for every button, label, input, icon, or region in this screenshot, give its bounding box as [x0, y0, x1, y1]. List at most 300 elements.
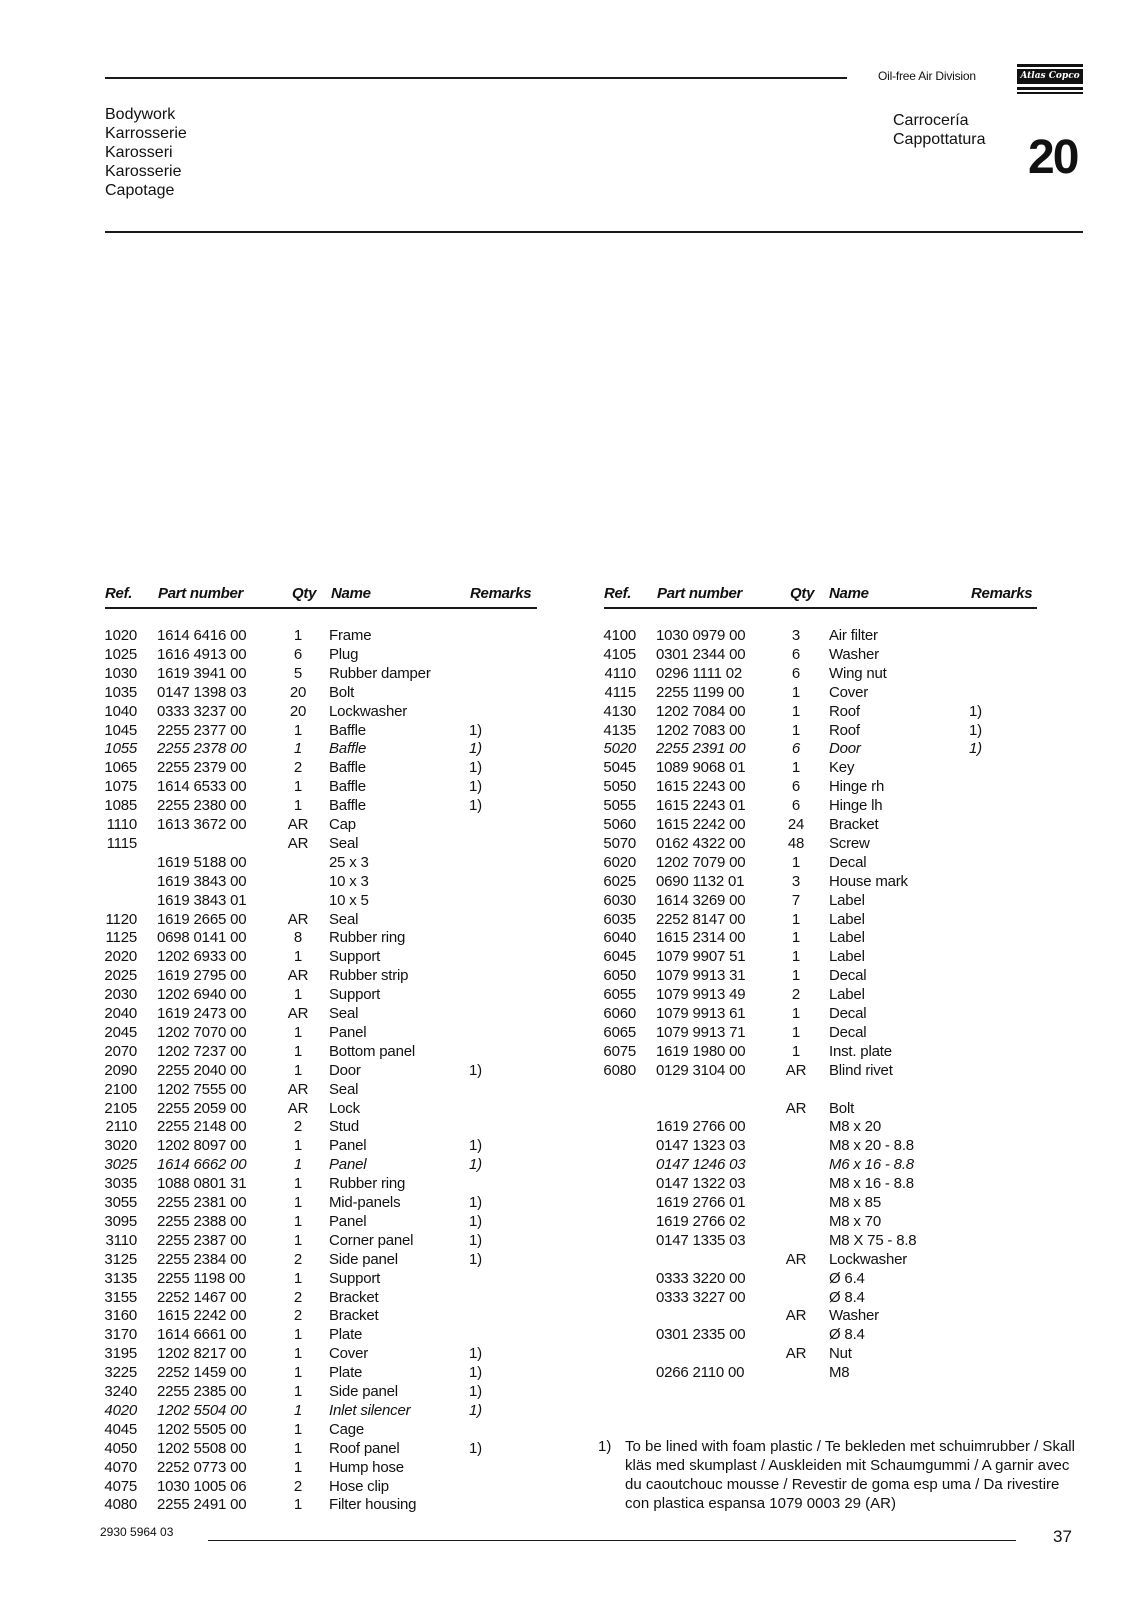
cell-name: Baffle: [329, 740, 367, 758]
cell-name: Side panel: [329, 1250, 398, 1268]
cell-part-number: 1202 7070 00: [157, 1023, 247, 1041]
cell-ref: 6045: [603, 948, 636, 966]
cell-qty: 1: [293, 1364, 303, 1382]
cell-name: Hinge lh: [829, 797, 883, 815]
cell-name: Inlet silencer: [329, 1401, 411, 1419]
col-header-remarks: Remarks: [470, 585, 532, 602]
cell-name: Rubber ring: [329, 929, 406, 947]
cell-ref: 4020: [104, 1401, 137, 1419]
col-header-remarks-right: Remarks: [971, 585, 1033, 602]
cell-part-number: 1615 2314 00: [656, 929, 746, 947]
cell-qty: 6: [791, 740, 801, 758]
cell-part-number: 1079 9913 71: [656, 1023, 746, 1041]
cell-part-number: 2255 2387 00: [157, 1231, 247, 1249]
document-number: 2930 5964 03: [100, 1525, 174, 1539]
cell-part-number: 2255 2381 00: [157, 1194, 247, 1211]
cell-qty: AR: [785, 1061, 807, 1079]
cell-name: Side panel: [329, 1383, 398, 1400]
header-rule-left: [105, 607, 537, 609]
cell-part-number: 2255 1198 00: [157, 1269, 246, 1287]
cell-name: Label: [829, 986, 865, 1004]
cell-part-number: 1079 9913 49: [656, 986, 746, 1004]
title-it: Cappottatura: [893, 131, 986, 148]
cell-ref: 1085: [104, 797, 137, 815]
cell-qty: 1: [293, 948, 303, 966]
cell-part-number: 1614 6416 00: [157, 627, 247, 644]
cell-name: Rubber strip: [329, 967, 409, 985]
cell-qty: 1: [293, 627, 303, 644]
title-sv: Karosseri: [105, 144, 173, 161]
cell-ref: 6025: [603, 872, 636, 890]
cell-ref: 6020: [603, 853, 636, 871]
cell-part-number: 0147 1322 03: [656, 1175, 746, 1193]
cell-qty: AR: [785, 1250, 807, 1268]
cell-qty: 8: [293, 929, 303, 947]
cell-qty: 1: [293, 1383, 303, 1400]
cell-part-number: 1202 5505 00: [157, 1420, 247, 1438]
cell-ref: 1045: [104, 721, 137, 739]
cell-remarks: 1): [469, 1345, 482, 1363]
cell-qty: 20: [289, 702, 307, 720]
cell-ref: 2070: [104, 1042, 137, 1060]
cell-part-number: 1615 2242 00: [157, 1307, 247, 1325]
cell-qty: 2: [293, 1477, 303, 1495]
cell-name: Decal: [829, 967, 867, 985]
cell-ref: 5060: [603, 816, 636, 833]
cell-name: M8 x 20: [829, 1118, 881, 1136]
cell-qty: 1: [791, 759, 801, 777]
cell-remarks: 1): [969, 702, 982, 720]
cell-ref: 2110: [105, 1118, 137, 1136]
cell-name: Corner panel: [329, 1231, 414, 1249]
cell-name: Bolt: [329, 683, 355, 701]
cell-remarks: 1): [469, 1364, 482, 1382]
cell-name: Plug: [329, 645, 359, 663]
cell-name: Baffle: [329, 759, 366, 777]
cell-qty: 1: [791, 948, 801, 966]
cell-part-number: 1619 5188 00: [157, 853, 247, 871]
col-header-part-number: Part number: [158, 585, 244, 602]
cell-qty: AR: [785, 1307, 807, 1325]
cell-name: M8 x 16 - 8.8: [829, 1175, 914, 1193]
cell-part-number: 0147 1335 03: [656, 1231, 746, 1249]
cell-remarks: 1): [969, 740, 982, 758]
cell-name: Frame: [329, 627, 372, 644]
cell-remarks: 1): [469, 721, 482, 739]
cell-name: Hump hose: [329, 1458, 404, 1476]
cell-part-number: 0690 1132 01: [656, 872, 745, 890]
cell-name: Cover: [829, 683, 869, 701]
cell-qty: 1: [791, 1005, 801, 1022]
cell-qty: 1: [293, 1458, 303, 1476]
cell-ref: 1030: [104, 664, 137, 682]
cell-qty: AR: [287, 1080, 309, 1098]
cell-qty: 1: [293, 1194, 303, 1211]
cell-part-number: 0162 4322 00: [656, 834, 746, 852]
cell-part-number: 2255 2378 00: [157, 740, 247, 758]
cell-ref: 2090: [104, 1061, 137, 1079]
cell-part-number: 1202 7084 00: [656, 702, 746, 720]
cell-qty: 1: [293, 1156, 303, 1174]
cell-name: Ø 8.4: [829, 1288, 865, 1306]
cell-part-number: 1202 6940 00: [157, 986, 247, 1004]
cell-ref: 5055: [603, 797, 636, 815]
cell-ref: 6040: [603, 929, 636, 947]
cell-name: Panel: [329, 1023, 367, 1041]
cell-ref: 3225: [104, 1364, 137, 1382]
section-titles-right: [893, 111, 986, 149]
cell-part-number: 1615 2243 00: [656, 778, 746, 796]
cell-part-number: 1202 8217 00: [157, 1345, 247, 1363]
cell-part-number: 1202 7083 00: [656, 721, 746, 739]
cell-ref: 4130: [603, 702, 636, 720]
cell-ref: 1125: [105, 929, 137, 947]
cell-name: Roof panel: [329, 1439, 400, 1457]
cell-ref: 5045: [603, 759, 636, 777]
cell-ref: 2030: [104, 986, 137, 1004]
cell-name: Screw: [829, 834, 870, 852]
cell-name: Panel: [329, 1156, 367, 1174]
cell-name: Lockwasher: [329, 702, 408, 720]
cell-ref: 3135: [104, 1269, 137, 1287]
cell-part-number: 1030 1005 06: [157, 1477, 247, 1495]
col-header-qty-right: Qty: [790, 585, 815, 602]
cell-part-number: 1202 5508 00: [157, 1439, 247, 1457]
cell-part-number: 2255 2491 00: [157, 1496, 247, 1514]
cell-ref: 1040: [104, 702, 137, 720]
cell-part-number: 0129 3104 00: [656, 1061, 746, 1079]
cell-name: Baffle: [329, 721, 366, 739]
cell-part-number: 1202 7079 00: [656, 853, 746, 871]
cell-ref: 2045: [104, 1023, 137, 1041]
title-nl: Karrosserie: [105, 125, 187, 142]
cell-ref: 2105: [104, 1099, 137, 1117]
cell-name: Decal: [829, 1023, 867, 1041]
cell-part-number: 2255 2379 00: [157, 759, 247, 777]
cell-remarks: 1): [469, 1231, 482, 1249]
cell-part-number: 1619 2766 01: [656, 1194, 746, 1211]
cell-ref: 6035: [603, 910, 636, 928]
cell-name: Inst. plate: [829, 1042, 892, 1060]
cell-part-number: 1079 9913 61: [656, 1005, 746, 1022]
cell-qty: 2: [791, 986, 801, 1004]
cell-name: Decal: [829, 1005, 867, 1022]
cell-ref: 4045: [104, 1420, 137, 1438]
cell-qty: 1: [293, 1212, 303, 1230]
cell-qty: 1: [293, 1269, 303, 1287]
cell-ref: 1110: [106, 816, 137, 833]
cell-part-number: 2255 2040 00: [157, 1061, 247, 1079]
cell-ref: 4080: [104, 1496, 137, 1514]
cell-name: Door: [329, 1061, 361, 1079]
footer-rule: [208, 1540, 1016, 1541]
cell-name: Hose clip: [329, 1477, 389, 1495]
cell-ref: 4135: [603, 721, 636, 739]
cell-qty: 1: [293, 797, 303, 815]
cell-name: Panel: [329, 1212, 367, 1230]
cell-qty: 7: [791, 891, 801, 909]
cell-name: Ø 8.4: [829, 1326, 865, 1344]
cell-remarks: 1): [469, 1212, 482, 1230]
cell-ref: 6060: [603, 1005, 636, 1022]
cell-name: Air filter: [829, 627, 878, 644]
cell-qty: 1: [791, 721, 801, 739]
division-label: Oil-free Air Division: [878, 69, 976, 83]
cell-qty: AR: [287, 1005, 309, 1022]
cell-name: Support: [329, 1269, 381, 1287]
cell-ref: 2040: [104, 1005, 137, 1022]
cell-qty: 1: [293, 740, 303, 758]
cell-name: Seal: [329, 1080, 359, 1098]
cell-ref: 6050: [603, 967, 636, 985]
cell-qty: 1: [791, 853, 801, 871]
cell-qty: 1: [791, 1042, 801, 1060]
cell-ref: 6065: [603, 1023, 636, 1041]
cell-qty: 20: [289, 683, 307, 701]
cell-name: Panel: [329, 1137, 367, 1155]
cell-remarks: 1): [469, 1194, 482, 1211]
cell-ref: 3125: [104, 1250, 137, 1268]
cell-ref: 5020: [603, 740, 636, 758]
cell-name: Seal: [329, 834, 359, 852]
col-header-ref: Ref.: [105, 585, 133, 602]
cell-remarks: 1): [469, 1383, 482, 1400]
title-fr: Capotage: [105, 182, 175, 199]
cell-name: Bolt: [829, 1099, 855, 1117]
cell-part-number: 2255 2377 00: [157, 721, 247, 739]
cell-part-number: 1202 5504 00: [157, 1401, 247, 1419]
cell-qty: 1: [791, 683, 801, 701]
cell-part-number: 1202 7237 00: [157, 1042, 247, 1060]
cell-part-number: 1615 2242 00: [656, 816, 746, 833]
cell-part-number: 0333 3237 00: [157, 702, 247, 720]
cell-qty: 1: [293, 778, 303, 796]
cell-part-number: 1619 2795 00: [157, 967, 247, 985]
cell-part-number: 1619 2665 00: [157, 910, 247, 928]
cell-part-number: 1619 2473 00: [157, 1005, 247, 1022]
cell-part-number: 2252 1467 00: [157, 1288, 247, 1306]
section-number: 20: [1028, 131, 1078, 184]
cell-name: Door: [829, 740, 861, 758]
cell-qty: 6: [791, 645, 801, 663]
cell-part-number: 1079 9907 51: [656, 948, 746, 966]
cell-remarks: 1): [969, 721, 982, 739]
cell-name: Blind rivet: [829, 1061, 893, 1079]
cell-ref: 1075: [104, 778, 137, 796]
cell-part-number: 0147 1398 03: [157, 683, 247, 701]
cell-name: Roof: [829, 721, 860, 739]
cell-name: M8 x 20 - 8.8: [829, 1137, 914, 1155]
cell-qty: 48: [787, 834, 805, 852]
cell-name: M8 x 70: [829, 1212, 881, 1230]
cell-qty: 1: [293, 1175, 303, 1193]
cell-part-number: 1619 3941 00: [157, 664, 247, 682]
footnote-text: To be lined with foam plastic / Te bekleden met schuimrubber / Skall kläs med skumplast / Auskleiden mit Schaumgummi / A garnir avec du caoutchouc mousse / Revestir de goma esp uma / Da rivestire con plastica espansa 1079 0003 29 (AR): [625, 1438, 1075, 1512]
cell-name: Label: [829, 948, 865, 966]
atlas-copco-logo: [1017, 64, 1083, 94]
cell-qty: 1: [293, 986, 303, 1004]
cell-qty: 1: [293, 1231, 303, 1249]
cell-part-number: 1089 9068 01: [656, 759, 746, 777]
cell-name: Rubber ring: [329, 1175, 406, 1193]
header-rule-right: [604, 607, 1037, 609]
cell-qty: 3: [791, 627, 801, 644]
cell-ref: 6055: [603, 986, 636, 1004]
cell-name: Decal: [829, 853, 867, 871]
cell-name: Label: [829, 929, 865, 947]
cell-name: Roof: [829, 702, 860, 720]
cell-name: Baffle: [329, 797, 366, 815]
cell-part-number: 1619 3843 01: [157, 891, 247, 909]
cell-ref: 6030: [603, 891, 636, 909]
cell-ref: 1065: [104, 759, 137, 777]
col-header-qty: Qty: [292, 585, 317, 602]
cell-qty: AR: [287, 816, 309, 833]
cell-qty: AR: [287, 1099, 309, 1117]
cell-part-number: 0698 0141 00: [157, 929, 247, 947]
footnote-mark: 1): [598, 1438, 612, 1455]
cell-name: Bracket: [829, 816, 879, 833]
cell-part-number: 0301 2335 00: [656, 1326, 746, 1344]
page-number: 37: [1053, 1527, 1072, 1546]
cell-qty: 24: [787, 816, 805, 833]
cell-ref: 1020: [104, 627, 137, 644]
cell-qty: 6: [791, 797, 801, 815]
cell-name: Washer: [829, 645, 879, 663]
cell-part-number: 1614 6533 00: [157, 778, 247, 796]
cell-name: Stud: [329, 1118, 360, 1136]
cell-name: M8 X 75 - 8.8: [829, 1231, 917, 1249]
cell-ref: 4075: [104, 1477, 137, 1495]
cell-remarks: 1): [469, 1156, 482, 1174]
cell-qty: 5: [293, 664, 303, 682]
cell-part-number: 1619 2766 02: [656, 1212, 746, 1230]
cell-name: Cover: [329, 1345, 369, 1363]
cell-qty: 6: [791, 778, 801, 796]
cell-name: Plate: [329, 1364, 363, 1382]
header-bottom-rule: [105, 231, 1083, 233]
cell-ref: 6080: [603, 1061, 636, 1079]
cell-name: Support: [329, 986, 381, 1004]
cell-qty: 1: [293, 1496, 303, 1514]
cell-name: Baffle: [329, 778, 366, 796]
cell-name: Bracket: [329, 1288, 379, 1306]
cell-part-number: 0301 2344 00: [656, 645, 746, 663]
cell-qty: 1: [791, 910, 801, 928]
cell-name: Cap: [329, 816, 356, 833]
cell-name: Bracket: [329, 1307, 379, 1325]
cell-part-number: 2255 1199 00: [656, 683, 745, 701]
cell-remarks: 1): [469, 1137, 482, 1155]
cell-part-number: 1616 4913 00: [157, 645, 247, 663]
cell-name: Washer: [829, 1307, 879, 1325]
cell-name: House mark: [829, 872, 908, 890]
cell-remarks: 1): [469, 1439, 482, 1457]
cell-part-number: 1202 8097 00: [157, 1137, 247, 1155]
cell-qty: 6: [293, 645, 303, 663]
col-header-ref-right: Ref.: [604, 585, 632, 602]
cell-name: Seal: [329, 1005, 359, 1022]
cell-part-number: 1619 3843 00: [157, 872, 247, 890]
cell-part-number: 2255 2388 00: [157, 1212, 247, 1230]
cell-name: Cage: [329, 1420, 365, 1438]
cell-ref: 3025: [104, 1156, 137, 1174]
cell-part-number: 2255 2059 00: [157, 1099, 247, 1117]
cell-ref: 4070: [104, 1458, 137, 1476]
cell-qty: 1: [293, 1137, 303, 1155]
col-header-name: Name: [331, 585, 371, 602]
cell-qty: AR: [785, 1345, 807, 1363]
cell-ref: 1120: [105, 910, 137, 928]
cell-name: Seal: [329, 910, 359, 928]
cell-qty: 1: [293, 1326, 303, 1344]
cell-part-number: 1079 9913 31: [656, 967, 746, 985]
cell-qty: 1: [293, 1420, 303, 1438]
cell-ref: 3110: [105, 1231, 137, 1249]
cell-name: Nut: [829, 1345, 852, 1363]
cell-ref: 3170: [104, 1326, 137, 1344]
cell-remarks: 1): [469, 778, 482, 796]
cell-part-number: 2255 2148 00: [157, 1118, 247, 1136]
logo-text: Atlas Copco: [1017, 69, 1083, 84]
cell-name: Support: [329, 948, 381, 966]
cell-part-number: 1614 6661 00: [157, 1326, 247, 1344]
cell-remarks: 1): [469, 1401, 482, 1419]
cell-part-number: 0296 1111 02: [656, 664, 743, 682]
title-es: Carrocería: [893, 112, 969, 129]
title-de: Karosserie: [105, 163, 182, 180]
cell-name: Plate: [329, 1326, 363, 1344]
cell-qty: 3: [791, 872, 801, 890]
cell-qty: 1: [791, 1023, 801, 1041]
cell-qty: 6: [791, 664, 801, 682]
cell-ref: 3035: [104, 1175, 137, 1193]
cell-remarks: 1): [469, 740, 482, 758]
cell-remarks: 1): [469, 1061, 482, 1079]
cell-part-number: 1613 3672 00: [157, 816, 247, 833]
cell-part-number: 2252 1459 00: [157, 1364, 247, 1382]
cell-ref: 1025: [104, 645, 137, 663]
cell-qty: AR: [287, 910, 309, 928]
section-titles-left: [105, 105, 187, 200]
cell-part-number: 2255 2384 00: [157, 1250, 247, 1268]
cell-ref: 2100: [104, 1080, 137, 1098]
cell-ref: 4100: [603, 627, 636, 644]
title-en: Bodywork: [105, 106, 176, 123]
cell-part-number: 2252 0773 00: [157, 1458, 247, 1476]
cell-name: Key: [829, 759, 855, 777]
cell-ref: 3055: [104, 1194, 137, 1211]
cell-qty: 2: [293, 1118, 303, 1136]
cell-qty: AR: [785, 1099, 807, 1117]
cell-qty: 1: [791, 702, 801, 720]
cell-qty: 2: [293, 1307, 303, 1325]
cell-part-number: 0266 2110 00: [656, 1364, 745, 1382]
cell-ref: 5070: [603, 834, 636, 852]
cell-ref: 3155: [104, 1288, 137, 1306]
cell-part-number: 2255 2391 00: [656, 740, 746, 758]
cell-part-number: 2255 2380 00: [157, 797, 247, 815]
cell-ref: 3020: [104, 1137, 137, 1155]
cell-name: 10 x 5: [329, 891, 369, 909]
cell-qty: AR: [287, 967, 309, 985]
cell-name: Filter housing: [329, 1496, 417, 1514]
cell-qty: 1: [293, 1042, 303, 1060]
cell-part-number: 1088 0801 31: [157, 1175, 247, 1193]
cell-qty: 1: [293, 721, 303, 739]
cell-part-number: 1619 1980 00: [656, 1042, 746, 1060]
cell-qty: 1: [293, 1439, 303, 1457]
